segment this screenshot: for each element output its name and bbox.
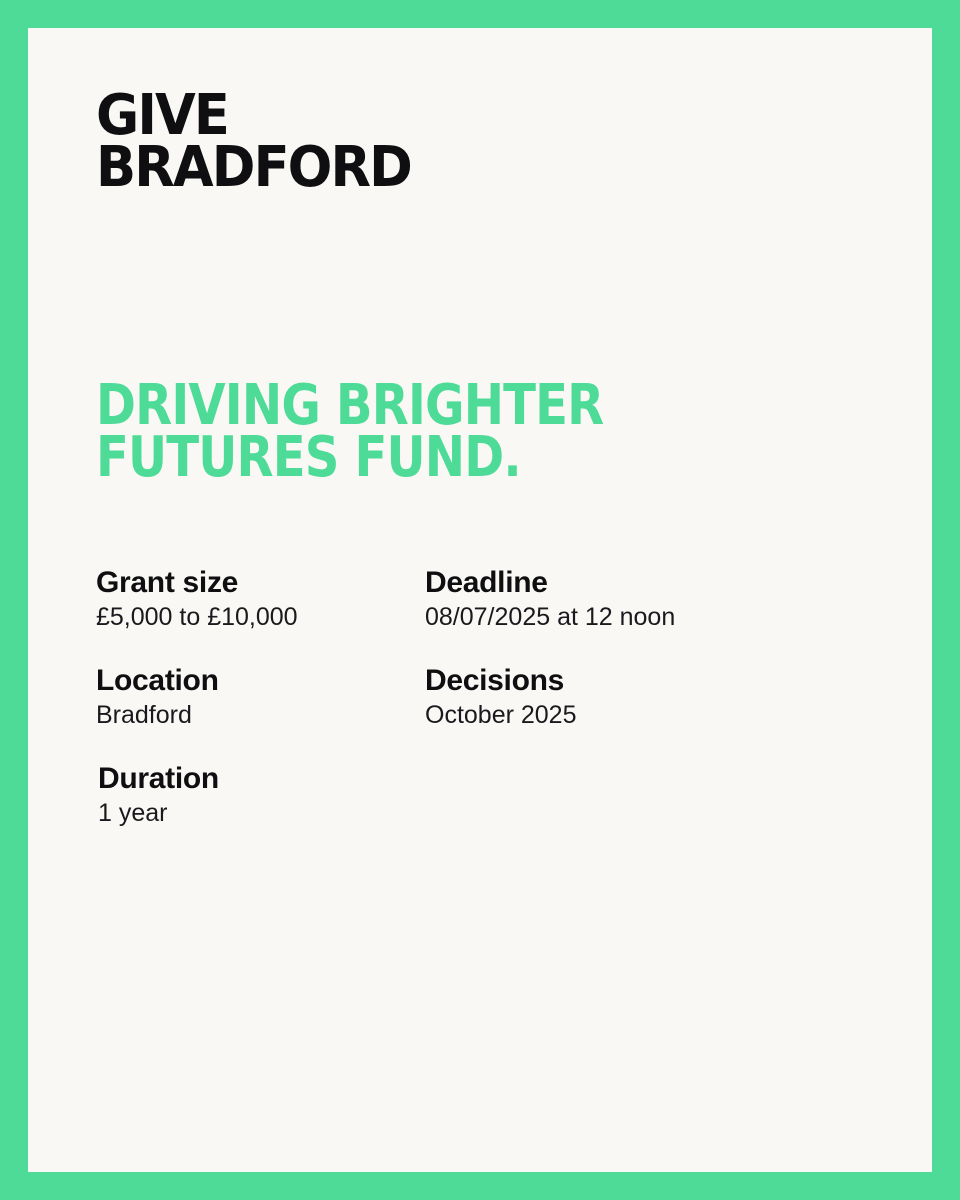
decisions-value: October 2025 bbox=[425, 701, 577, 729]
logo-line-1: GIVE bbox=[96, 83, 228, 148]
fund-title-line-2: FUTURES FUND. bbox=[96, 425, 521, 490]
duration-label: Duration bbox=[98, 762, 219, 795]
deadline-label: Deadline bbox=[425, 566, 548, 599]
poster-card bbox=[28, 28, 932, 1172]
decisions-detail bbox=[425, 663, 577, 731]
logo-line-2: BRADFORD bbox=[96, 135, 411, 200]
fund-title-line-1: DRIVING BRIGHTER bbox=[96, 373, 604, 438]
decisions-label: Decisions bbox=[425, 664, 565, 697]
duration-detail bbox=[98, 761, 219, 829]
grant-size-label: Grant size bbox=[96, 566, 239, 599]
duration-value: 1 year bbox=[98, 799, 168, 827]
fund-title bbox=[96, 373, 604, 490]
deadline-detail bbox=[425, 565, 675, 633]
grant-size-value: £5,000 to £10,000 bbox=[96, 603, 298, 631]
grant-size-detail bbox=[96, 565, 298, 633]
location-detail bbox=[96, 663, 219, 731]
give-bradford-logo bbox=[96, 83, 411, 200]
deadline-value: 08/07/2025 at 12 noon bbox=[425, 603, 676, 631]
location-value: Bradford bbox=[96, 701, 192, 729]
location-label: Location bbox=[96, 664, 219, 697]
